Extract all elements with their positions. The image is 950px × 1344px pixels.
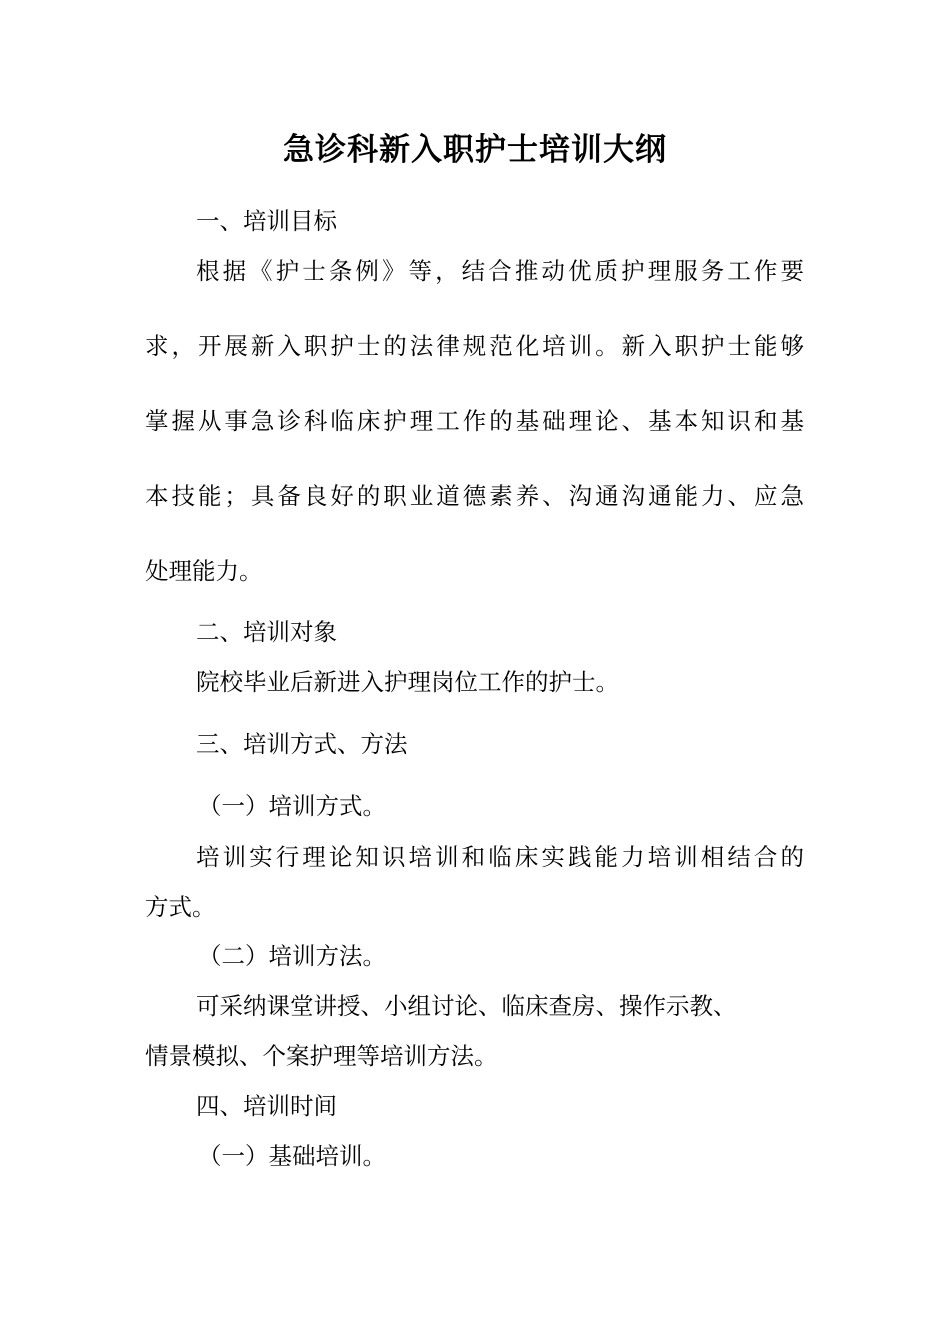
document-title: 急诊科新入职护士培训大纲 [283, 132, 667, 168]
subheading-training-mode: （一）培训方式。 [198, 792, 386, 820]
paragraph-line: 培训实行理论知识培训和临床实践能力培训相结合的 [196, 843, 804, 871]
paragraph-line: 方式。 [145, 893, 216, 921]
paragraph-line: 情景模拟、个案护理等培训方法。 [145, 1042, 498, 1070]
subheading-training-approach: （二）培训方法。 [198, 942, 386, 970]
paragraph-line: 掌握从事急诊科临床护理工作的基础理论、基本知识和基 [145, 407, 804, 435]
paragraph-line: 本技能；具备良好的职业道德素养、沟通沟通能力、应急 [145, 482, 804, 510]
subheading-basic-training: （一）基础培训。 [198, 1142, 386, 1170]
heading-training-method: 三、培训方式、方法 [196, 730, 408, 758]
paragraph-line: 处理能力。 [145, 557, 263, 585]
heading-training-goal: 一、培训目标 [196, 207, 337, 235]
heading-training-target: 二、培训对象 [196, 618, 337, 646]
paragraph-line: 院校毕业后新进入护理岗位工作的护士。 [196, 668, 619, 696]
heading-training-time: 四、培训时间 [196, 1092, 337, 1120]
paragraph-line: 可采纳课堂讲授、小组讨论、临床查房、操作示教、 [196, 992, 737, 1020]
paragraph-line: 求，开展新入职护士的法律规范化培训。新入职护士能够 [145, 332, 804, 360]
paragraph-line: 根据《护士条例》等，结合推动优质护理服务工作要 [196, 257, 804, 285]
